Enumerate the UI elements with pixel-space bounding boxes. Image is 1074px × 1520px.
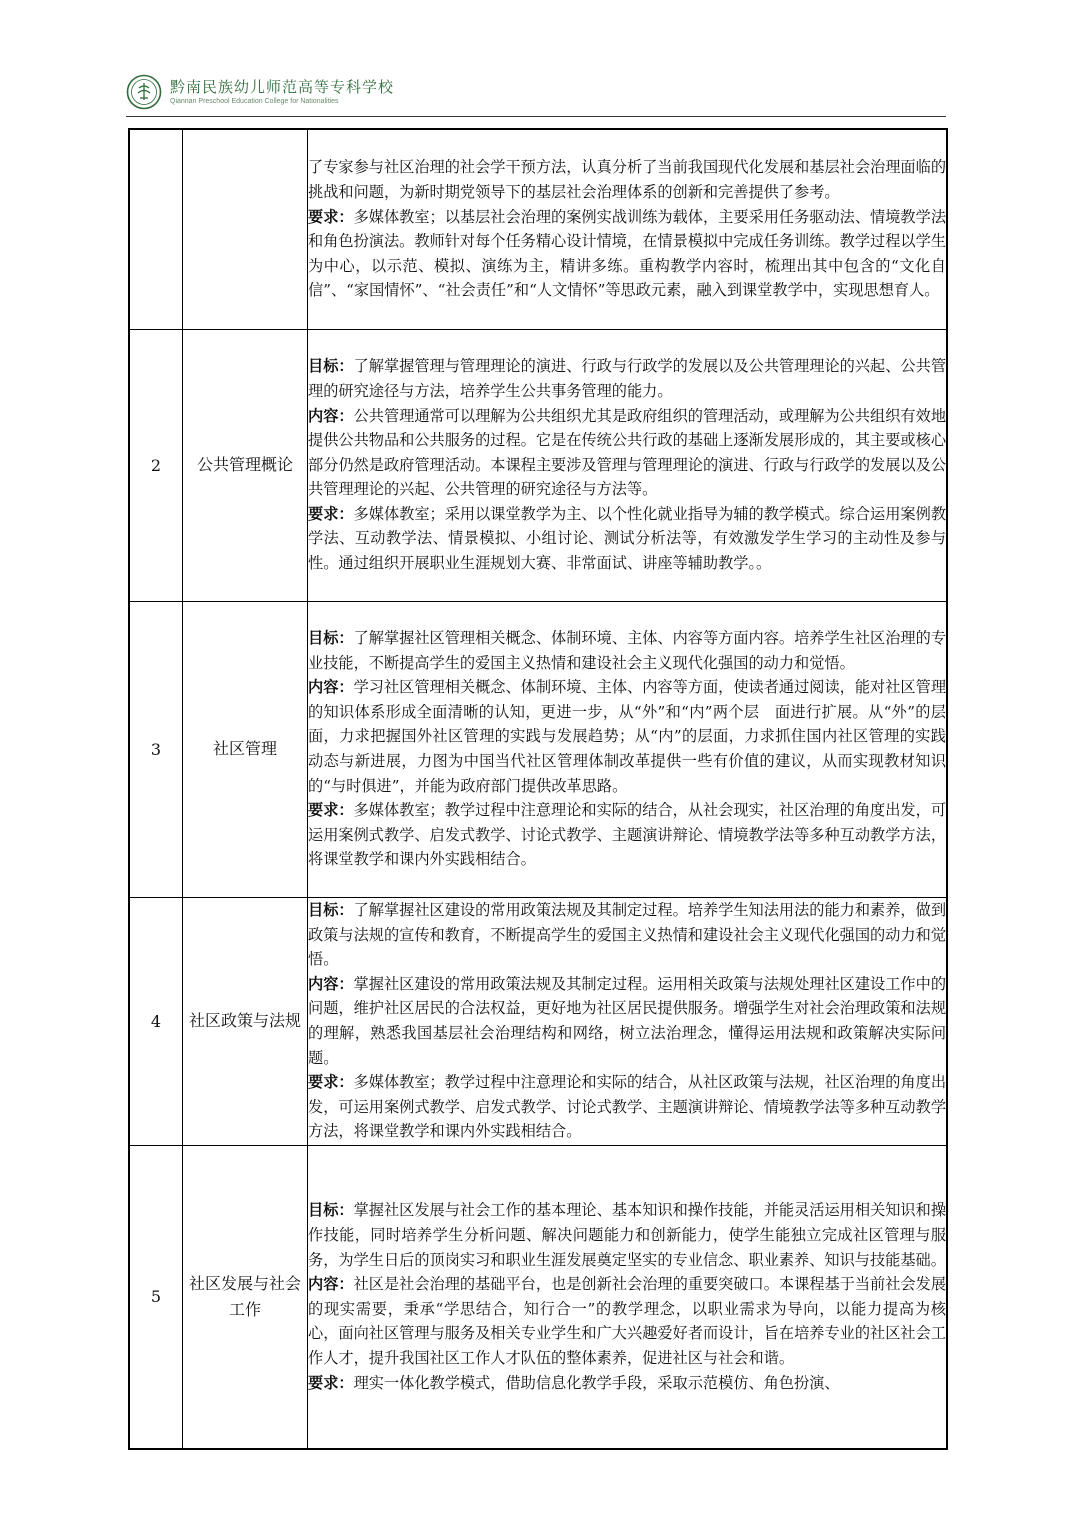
table-row (129, 601, 947, 897)
course-description (308, 601, 948, 897)
paragraph-text: 多媒体教室；以基层社会治理的案例实战训练为载体，主要采用任务驱动法、情境教学法和角色扮演法。教师针对每个任务精心设计情境，在情景模拟中完成任务训练。教学过程以学生为中心，以示范、模拟、演练为主，精讲多练。重构教学内容时，梳理出其中包含的“文化自信”、“家国情怀”、“社会责任”和“人文情怀”等思政元素，融入到课堂教学中，实现思想育人。 (308, 207, 947, 300)
paragraph-text: 多媒体教室；教学过程中注意理论和实际的结合，从社区政策与法规，社区治理的角度出发，可运用案例式教学、启发式教学、讨论式教学、主题演讲辩论、情境教学法等多种互动教学方法，将课堂教学和课内外实践相结合。 (308, 1073, 947, 1141)
paragraph-label: 目标： (308, 1201, 354, 1220)
description-paragraph (308, 626, 946, 675)
course-name (183, 129, 308, 329)
paragraph-label: 要求： (308, 1373, 354, 1392)
paragraph-text: 了解掌握社区管理相关概念、体制环境、主体、内容等方面内容。培养学生社区治理的专业技能，不断提高学生的爱国主义热情和建设社会主义现代化强国的动力和觉悟。 (308, 629, 947, 672)
course-description (308, 129, 948, 329)
paragraph-text: 多媒体教室；教学过程中注意理论和实际的结合，从社会现实，社区治理的角度出发，可运用案例式教学、启发式教学、讨论式教学、主题演讲辩论、情境教学法等多种互动教学方法，将课堂教学和课内外实践相结合。 (308, 801, 947, 869)
course-description (308, 1145, 948, 1449)
description-paragraph (308, 1371, 946, 1396)
course-name: 公共管理概论 (183, 329, 308, 601)
paragraph-label: 内容： (308, 974, 354, 993)
description-paragraph (308, 404, 946, 502)
course-description (308, 329, 948, 601)
description-paragraph (308, 205, 946, 303)
school-name-english: Qiannan Preschool Education College for Nationalities (170, 98, 339, 105)
course-number: 2 (129, 329, 183, 601)
description-paragraph (308, 1070, 946, 1144)
table-row (129, 129, 947, 329)
paragraph-text: 公共管理通常可以理解为公共组织尤其是政府组织的管理活动，或理解为公共组织有效地提供公共物品和公共服务的过程。它是在传统公共行政的基础上逐渐发展形成的，其主要或核心部分仍然是政府管理活动。本课程主要涉及管理与管理理论的演进、行政与行政学的发展以及公共管理理论的兴起、公共管理的研究途径与方法等。 (308, 406, 947, 499)
description-paragraph (308, 798, 946, 872)
description-paragraph (308, 502, 946, 576)
course-table (128, 128, 948, 1450)
paragraph-text: 学习社区管理相关概念、体制环境、主体、内容等方面，使读者通过阅读，能对社区管理的知识体系形成全面清晰的认知，更进一步，从“外”和“内”两个层 面进行扩展。从“外”的层面，力求把握国外社区管理的实践与发展趋势；从“内”的层面，力求抓住国内社区管理的实践动态与新进展，力图为中国当代社区管理体制改革提供一些有价值的建议，从而实现教材知识的“与时俱进”，并能为政府部门提供改革思路。 (308, 678, 947, 795)
paragraph-text: 掌握社区发展与社会工作的基本理论、基本知识和操作技能，并能灵活运用相关知识和操作技能，同时培养学生分析问题、解决问题能力和创新能力，使学生能独立完成社区管理与服务，为学生日后的顶岗实习和职业生涯发展奠定坚实的专业信念、职业素养、知识与技能基础。 (308, 1201, 947, 1269)
course-name: 社区发展与社会工作 (183, 1145, 308, 1449)
paragraph-text: 了解掌握社区建设的常用政策法规及其制定过程。培养学生知法用法的能力和素养，做到政策与法规的宣传和教育，不断提高学生的爱国主义热情和建设社会主义现代化强国的动力和觉悟。 (308, 901, 947, 969)
course-description (308, 897, 948, 1145)
description-paragraph (308, 354, 946, 403)
paragraph-label: 目标： (308, 629, 354, 648)
page-header (126, 72, 946, 116)
description-paragraph (308, 675, 946, 798)
table-row (129, 897, 947, 1145)
course-name: 社区管理 (183, 601, 308, 897)
paragraph-text: 多媒体教室；采用以课堂教学为主、以个性化就业指导为辅的教学模式。综合运用案例教学法、互动教学法、情景模拟、小组讨论、测试分析法等，有效激发学生学习的主动性及参与性。通过组织开展职业生涯规划大赛、非常面试、讲座等辅助教学。。 (308, 504, 947, 573)
paragraph-text: 了解掌握管理与管理理论的演进、行政与行政学的发展以及公共管理理论的兴起、公共管理的研究途径与方法，培养学生公共事务管理的能力。 (308, 357, 947, 400)
table-row (129, 329, 947, 601)
paragraph-label: 要求： (308, 207, 354, 226)
paragraph-label: 要求： (308, 801, 354, 820)
paragraph-label: 要求： (308, 504, 354, 523)
paragraph-label: 目标： (308, 901, 354, 920)
school-name: 黔南民族幼儿师范高等专科学校 (170, 78, 395, 96)
header-divider (126, 116, 946, 117)
paragraph-label: 要求： (308, 1073, 354, 1092)
description-paragraph (308, 1198, 946, 1272)
table-row (129, 1145, 947, 1449)
school-emblem-icon (126, 74, 162, 110)
description-paragraph (308, 972, 946, 1070)
course-number: 4 (129, 897, 183, 1145)
course-number (129, 129, 183, 329)
paragraph-label: 内容： (308, 678, 354, 697)
paragraph-label: 内容： (308, 1275, 354, 1294)
course-name: 社区政策与法规 (183, 897, 308, 1145)
description-paragraph (308, 898, 946, 972)
description-paragraph (308, 1272, 946, 1370)
paragraph-text: 了专家参与社区治理的社会学干预方法，认真分析了当前我国现代化发展和基层社会治理面临的挑战和问题，为新时期党领导下的基层社会治理体系的创新和完善提供了参考。 (308, 158, 946, 202)
paragraph-text: 理实一体化教学模式，借助信息化教学手段，采取示范模仿、角色扮演、 (353, 1373, 840, 1392)
paragraph-label: 目标： (308, 357, 354, 376)
course-number: 5 (129, 1145, 183, 1449)
paragraph-text: 掌握社区建设的常用政策法规及其制定过程。运用相关政策与法规处理社区建设工作中的问题，维护社区居民的合法权益，更好地为社区居民提供服务。增强学生对社会治理政策和法规的理解，熟悉我国基层社会治理结构和网络，树立法治理念，懂得运用法规和政策解决实际问题。 (308, 974, 947, 1067)
description-paragraph (308, 155, 946, 204)
paragraph-label: 内容： (308, 406, 354, 425)
paragraph-text: 社区是社会治理的基础平台，也是创新社会治理的重要突破口。本课程基于当前社会发展的现实需要，秉承“学思结合，知行合一”的教学理念，以职业需求为导向，以能力提高为核心，面向社区管理与服务及相关专业学生和广大兴趣爱好者而设计，旨在培养专业的社区社会工作人才，提升我国社区工作人才队伍的整体素养，促进社区与社会和谐。 (308, 1275, 947, 1367)
course-number: 3 (129, 601, 183, 897)
